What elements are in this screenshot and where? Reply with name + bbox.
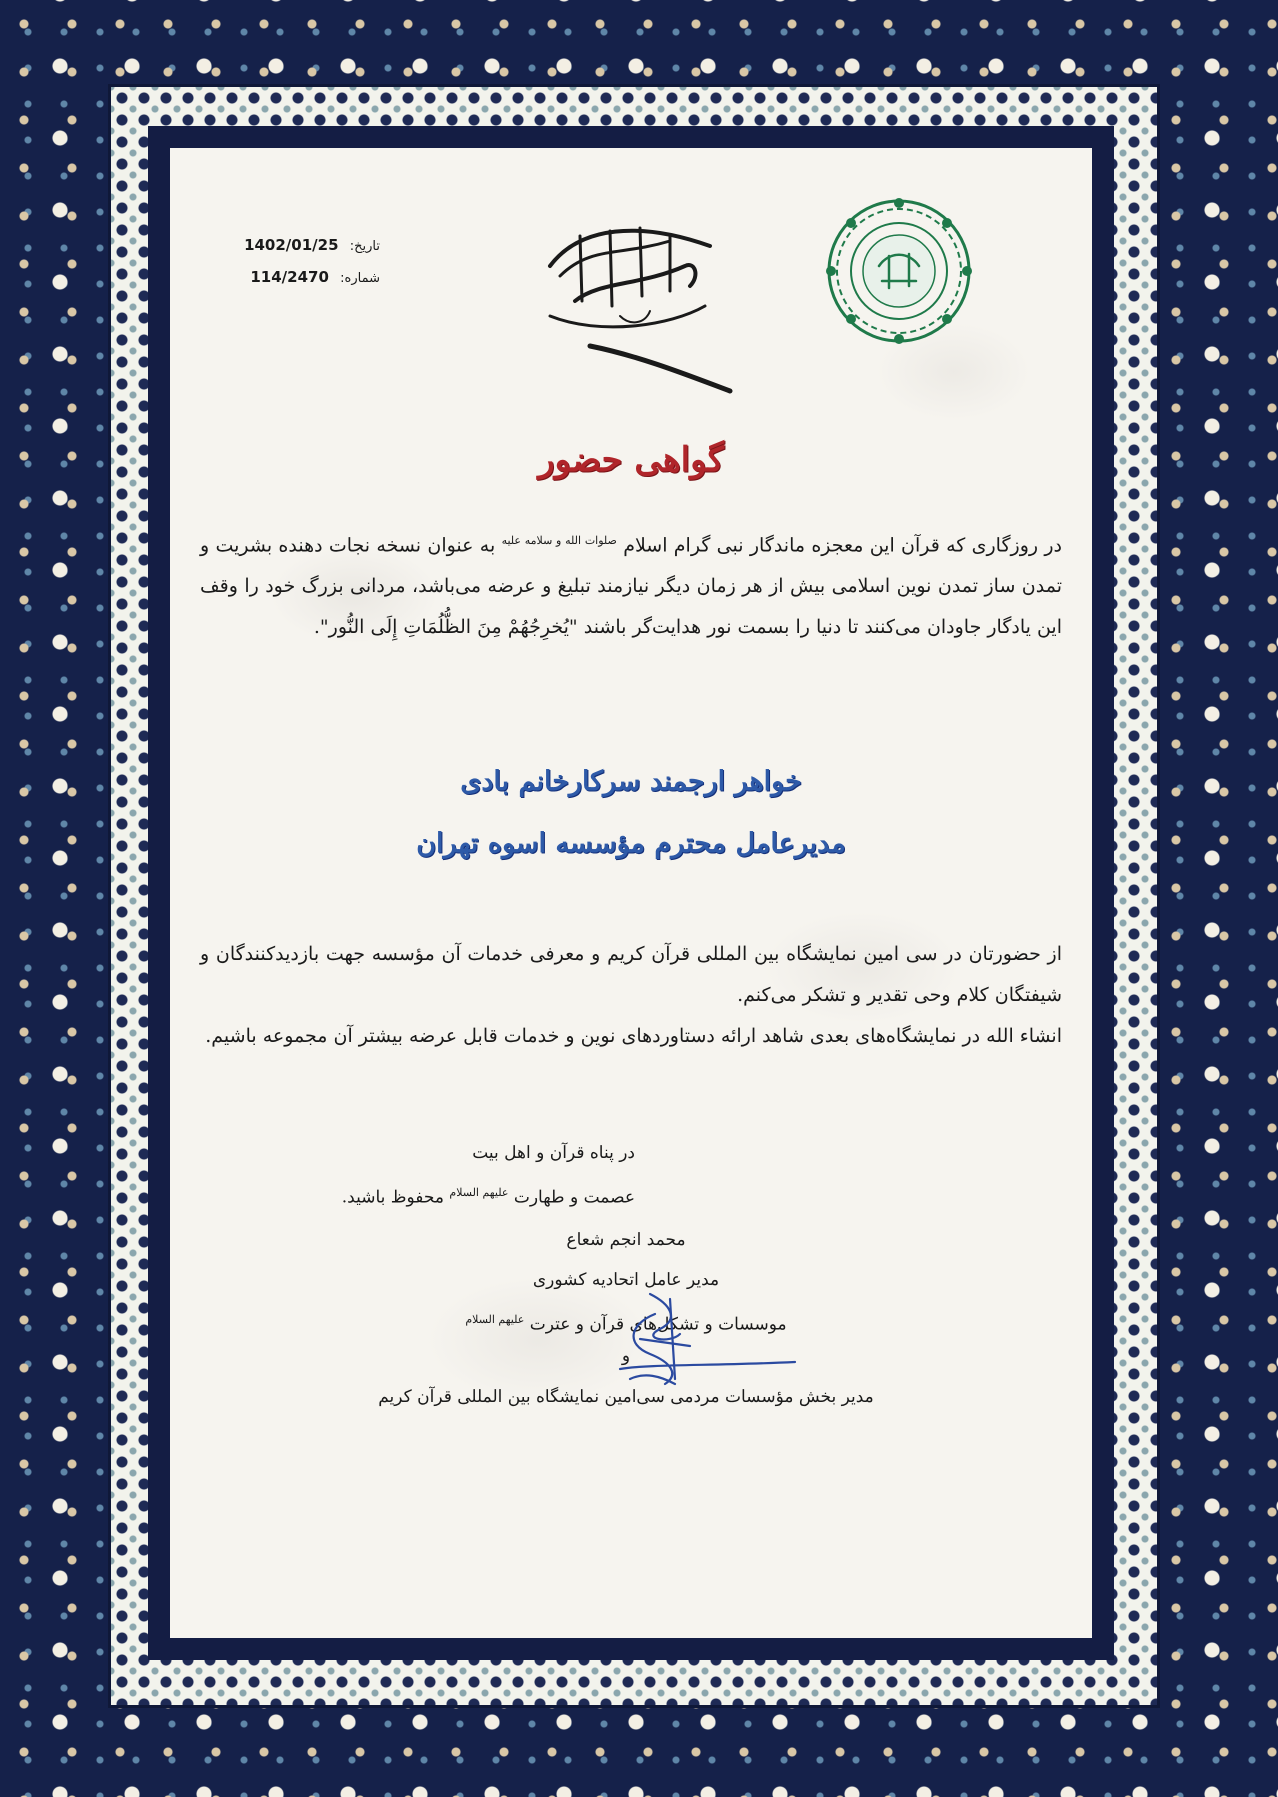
intro-paragraph [200,520,1062,648]
closing-line-2a: عصمت و طهارت [513,1187,635,1208]
date-value: 1402/01/25 [244,236,339,254]
intro-part-1: در روزگاری که قرآن این معجزه ماندگار نبی گرام اسلام [623,534,1062,557]
recipient-position: مدیرعامل محترم مؤسسه اسوه تهران [416,828,846,859]
intro-part-2: به عنوان نسخه نجات دهنده بشریت و تمدن ساز تمدن نوین اسلامی بیش از هر زمان دیگر نیازمند تبلیغ و عرضه می‌باشد، مردانی بزرگ خود را وقف این یادگار جاودان می‌کنند تا دنیا را بسمت نور هدایت‌گر باشند "یُخرِجُهُمْ مِنَ الظُّلُمَاتِ إِلَى النُّور". [200,534,1062,639]
union-seal-logo [824,196,974,346]
recipient-name: خواهر ارجمند سرکارخانم بادی [460,766,802,797]
signatory-honorific: علیهم السلام [465,1313,525,1326]
signatory-role-1: مدیر عامل اتحادیه کشوری [532,1270,720,1290]
appreciation-text [200,934,1062,1057]
date-label: تاریخ: [349,239,380,254]
signatory-and: و [621,1345,631,1366]
number-label: شماره: [340,271,380,286]
number-row [230,262,380,294]
appreciation-para-1: از حضورتان در سی امین نمایشگاه بین المللی قرآن کریم و معرفی خدمات آن مؤسسه جهت بازدیدکنندگان و شیفتگان کلام وحی تقدیر و تشکر می‌کنم. [200,943,1062,1006]
date-row [230,230,380,262]
date-number-block [230,230,380,294]
closing-honorific: علیهم السلام [449,1186,509,1199]
closing-line-2b: محفوظ باشید. [341,1187,444,1208]
basmala-calligraphy [520,206,740,396]
number-value: 114/2470 [250,268,329,286]
certificate-title: گواهی حضور [538,440,724,480]
certificate-paper [170,148,1092,1638]
closing-line-2 [305,1173,635,1218]
closing-blessing [305,1133,635,1218]
appreciation-para-2: انشاء الله در نمایشگاه‌های بعدی شاهد ارائه دستاوردهای نوین و خدمات قابل عرضه بیشتر آن مجموعه باشیم. [205,1025,1062,1047]
signatory-name: محمد انجم شعاع [566,1230,686,1250]
signatory-role-2a: موسسات و تشکل‌های قرآن و عترت [529,1314,787,1335]
signatory-role-3: مدیر بخش مؤسسات مردمی سی‌امین نمایشگاه بین المللی قرآن کریم [378,1386,874,1407]
intro-honorific: صلوات الله و سلامه علیه [501,534,617,547]
handwritten-signature [530,1284,800,1394]
closing-line-1: در پناه قرآن و اهل بیت [472,1143,635,1163]
